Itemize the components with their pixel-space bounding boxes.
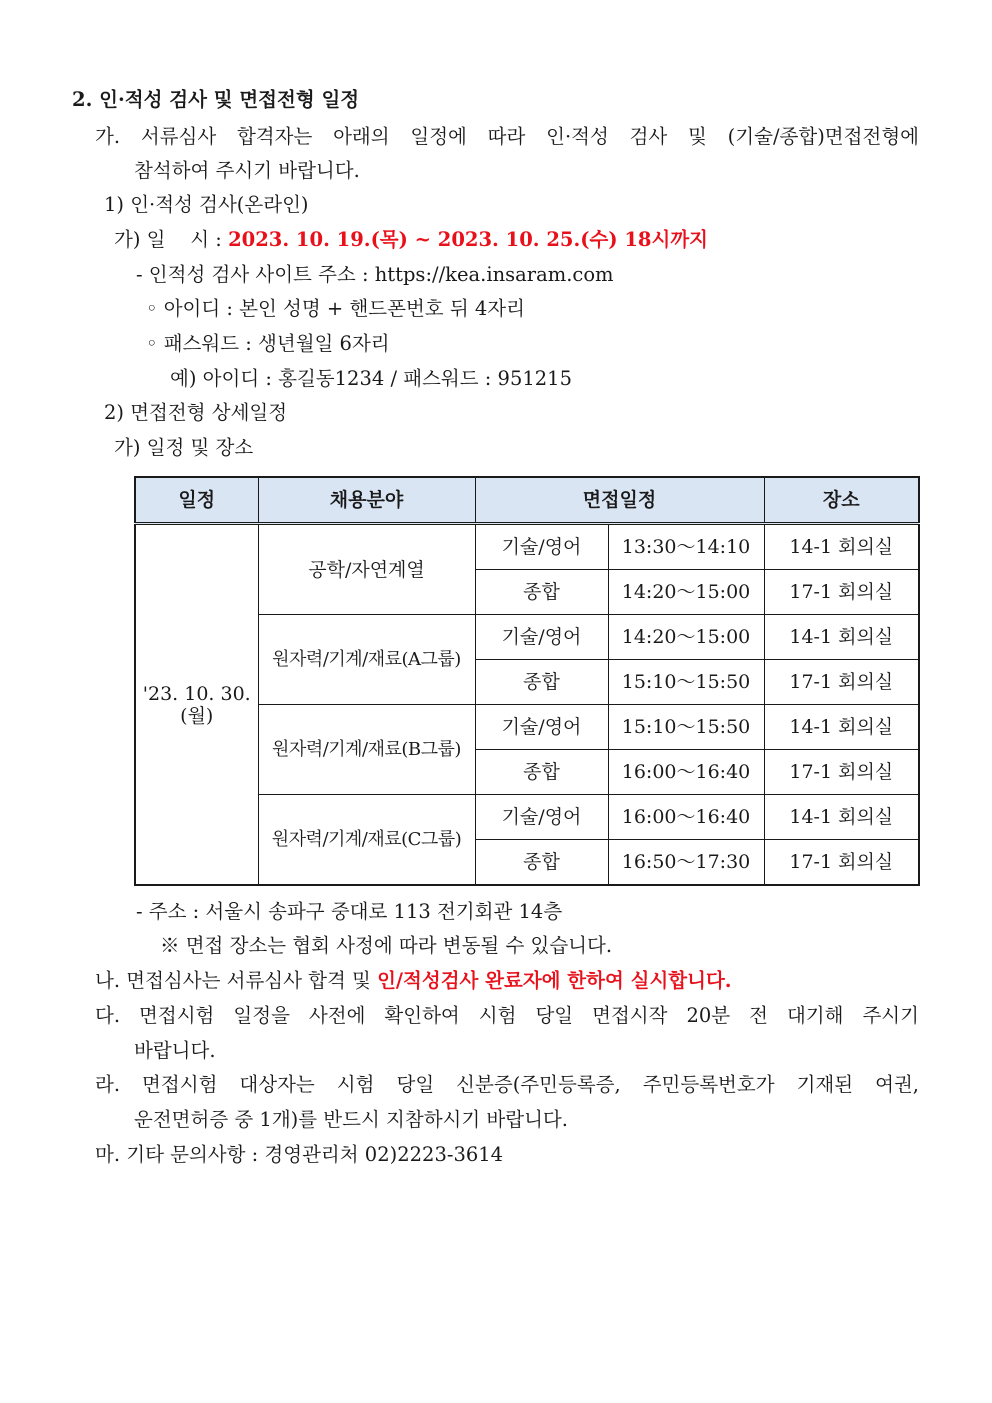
sub1-date [114,227,708,253]
type-cell: 기술/영어 [475,795,608,840]
header-date: 일정 [135,477,258,524]
date-cell [135,524,258,886]
room-cell: 17-1 회의실 [764,570,919,615]
room-cell: 14-1 회의실 [764,705,919,750]
field-cell: 공학/자연계열 [258,524,475,615]
sub1-example: 예) 아이디 : 홍길동1234 / 패스워드 : 951215 [170,367,572,390]
sub1-date-label: 가) 일 시 : [114,228,229,251]
sub1-password: ◦ 패스워드 : 생년월일 6자리 [146,332,390,355]
paragraph-ga-line2: 참석하여 주시기 바랍니다. [134,159,360,182]
header-interview: 면접일정 [475,477,764,524]
time-cell: 15:10～15:50 [608,705,764,750]
header-field: 채용분야 [258,477,475,524]
room-cell: 17-1 회의실 [764,660,919,705]
sub2-subtitle: 가) 일정 및 장소 [114,436,254,459]
type-cell: 기술/영어 [475,615,608,660]
paragraph-ra-line1: 라. 면접시험 대상자는 시험 당일 신분증(주민등록증, 주민등록번호가 기재된 여권, [95,1073,919,1096]
room-cell: 17-1 회의실 [764,750,919,795]
table-header-row [135,477,919,524]
type-cell: 종합 [475,840,608,886]
header-room: 장소 [764,477,919,524]
field-cell: 원자력/기계/재료(B그룹) [258,705,475,795]
sub1-date-value: 2023. 10. 19.(목) ~ 2023. 10. 25.(수) 18시까지 [228,228,708,251]
field-cell: 원자력/기계/재료(C그룹) [258,795,475,886]
room-cell: 17-1 회의실 [764,840,919,886]
sub1-site: - 인적성 검사 사이트 주소 : https://kea.insaram.com [136,263,614,286]
type-cell: 종합 [475,570,608,615]
type-cell: 종합 [475,750,608,795]
time-cell: 16:00～16:40 [608,750,764,795]
time-cell: 16:00～16:40 [608,795,764,840]
paragraph-na [95,968,732,994]
paragraph-da-line1: 다. 면접시험 일정을 사전에 확인하여 시험 당일 면접시작 20분 전 대기해 주시기 [95,1004,919,1027]
paragraph-da-line2: 바랍니다. [134,1039,216,1062]
sub1-id: ◦ 아이디 : 본인 성명 + 핸드폰번호 뒤 4자리 [146,297,525,320]
room-cell: 14-1 회의실 [764,795,919,840]
na-prefix: 나. 면접심사는 서류심사 합격 및 [95,969,378,992]
time-cell: 13:30～14:10 [608,524,764,570]
time-cell: 16:50～17:30 [608,840,764,886]
address-line: - 주소 : 서울시 송파구 중대로 113 전기회관 14층 [136,900,563,923]
time-cell: 14:20～15:00 [608,615,764,660]
paragraph-ra-line2: 운전면허증 중 1개)를 반드시 지참하시기 바랍니다. [134,1108,568,1131]
date-line2: (월) [180,704,214,727]
schedule-table [134,476,920,886]
date-line1: '23. 10. 30. [142,682,251,705]
table-row [135,524,919,570]
time-cell: 15:10～15:50 [608,660,764,705]
sub2-title: 2) 면접전형 상세일정 [104,401,288,424]
type-cell: 종합 [475,660,608,705]
field-cell: 원자력/기계/재료(A그룹) [258,615,475,705]
na-highlight: 인/적성검사 완료자에 한하여 실시합니다. [377,969,732,992]
sub1-title: 1) 인·적성 검사(온라인) [104,193,309,216]
note-line: ※ 면접 장소는 협회 사정에 따라 변동될 수 있습니다. [160,934,613,957]
paragraph-ga-line1: 가. 서류심사 합격자는 아래의 일정에 따라 인·적성 검사 및 (기술/종합)면접전형에 [95,125,919,148]
section-title: 2. 인·적성 검사 및 면접전형 일정 [72,88,360,111]
type-cell: 기술/영어 [475,705,608,750]
time-cell: 14:20～15:00 [608,570,764,615]
room-cell: 14-1 회의실 [764,524,919,570]
type-cell: 기술/영어 [475,524,608,570]
paragraph-ma: 마. 기타 문의사항 : 경영관리처 02)2223-3614 [95,1143,504,1166]
room-cell: 14-1 회의실 [764,615,919,660]
